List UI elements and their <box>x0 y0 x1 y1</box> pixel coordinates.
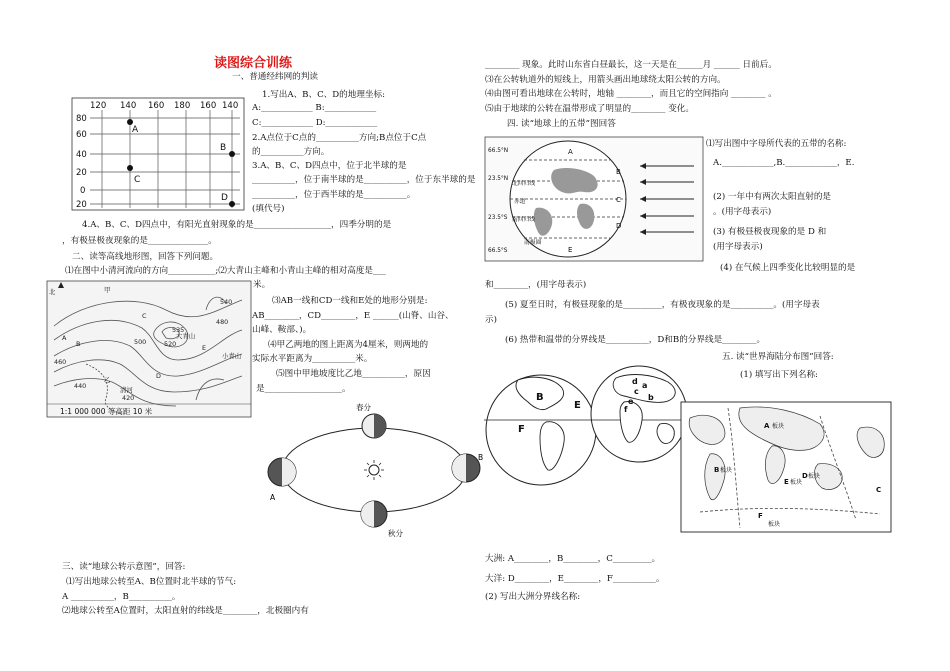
lat-tick: 80 <box>76 114 87 124</box>
q1-4b: ，有极昼极夜现象的是______________。 <box>62 236 217 246</box>
hemi-letter-d: d <box>632 377 638 386</box>
lat-tick: 0 <box>80 186 86 196</box>
section-1-heading: 一、普通经纬网的判读 <box>232 72 318 82</box>
map-scale: 1:1 000 000 等高距 10 米 <box>60 407 153 416</box>
zone-line-tropic-s: 南回归线 <box>512 217 536 223</box>
contour-label-b: B <box>76 340 81 348</box>
plates-map-figure <box>680 388 892 542</box>
label-d: D <box>221 193 228 203</box>
zone-letter-a: A <box>568 148 573 156</box>
q2-4a: ⑷甲乙两地的图上距离为4厘米，则两地的 <box>268 340 429 350</box>
lon-tick: 140 <box>120 101 137 111</box>
q4-4a: (4) 在气候上四季变化比较明显的是 <box>720 263 856 273</box>
q1-3d: (填代号) <box>252 204 285 214</box>
q3-3: ⑶在公转轨道外的短线上，用箭头画出地球绕太阳公转的方向。 <box>485 75 726 85</box>
zone-line-equator: 赤道 <box>514 199 526 205</box>
zone-letter-d: D <box>616 222 622 230</box>
q4-4b: 和________，(用字母表示) <box>485 280 587 290</box>
zone-line-tropic-n: 北回归线 <box>512 181 536 187</box>
q1-1-cd: C:____________ D:____________ <box>252 118 378 128</box>
hemispheres-figure <box>484 364 696 494</box>
q3-1: ⑴写出地球公转至A、B位置时北半球的节气: <box>66 577 237 587</box>
peak-name-daqingshan: 大青山 <box>176 332 196 340</box>
contour-label-e: E <box>202 344 207 352</box>
label-b: B <box>220 143 227 153</box>
q5-2: (2) 写出大洲分界线名称: <box>485 592 581 602</box>
orbit-position-b: B <box>478 453 484 462</box>
earth-orbit-figure <box>262 400 492 540</box>
earth-bottom-icon <box>361 501 387 527</box>
contour-value: 520 <box>164 340 177 348</box>
point-d <box>229 201 235 207</box>
earth-right-icon <box>452 454 480 482</box>
zone-letter-c: C <box>616 196 621 204</box>
lat-tick: 40 <box>76 150 87 160</box>
label-a: A <box>132 125 139 135</box>
plate-letter-a: A <box>764 422 770 430</box>
lat-label-66S: 66.5°S <box>488 248 508 254</box>
contour-value: 540 <box>220 298 233 306</box>
five-zones-figure <box>484 136 704 262</box>
hemi-letter-a: a <box>642 381 648 390</box>
q4-5b: 示) <box>485 315 497 325</box>
q2-3c: 山峰、鞍部、)。 <box>252 325 312 335</box>
plate-word: 板块 <box>720 467 733 474</box>
q4-5a: (5) 夏至日时，有极昼现象的是_________，有极夜现象的是__________。(用字母表 <box>505 300 820 310</box>
q4-3b: (用字母表示) <box>713 242 763 252</box>
point-b <box>229 151 235 157</box>
q3-2-cont: ________ 现象。此时山东省白昼最长，这一天是在______月 ______ 日前后。 <box>485 60 777 70</box>
plate-letter-f: F <box>758 512 763 520</box>
lat-tick: 60 <box>76 130 87 140</box>
zone-letter-e: E <box>568 246 573 254</box>
lat-tick: 20 <box>76 168 87 178</box>
contour-value: 440 <box>74 382 87 390</box>
lon-tick: 120 <box>90 101 107 111</box>
plate-word: 板块 <box>808 473 821 480</box>
lon-tick: 140 <box>222 101 239 111</box>
section-3-heading: 三、读“地球公转示意图”，回答: <box>62 562 186 572</box>
plate-letter-b: B <box>714 466 720 474</box>
q4-2a: (2) 一年中有两次太阳直射的是 <box>713 192 832 202</box>
river-name: 清河 <box>120 386 133 394</box>
plate-letter-d: D <box>802 472 808 480</box>
q2-1: ⑴在图中小清河流向的方向___________;⑵大青山主峰和小青山主峰的相对高度是___ <box>65 266 386 276</box>
hemi-letter-b-small: b <box>648 393 654 402</box>
section-4-heading: 四. 读“地球上的五带”图回答 <box>507 119 616 129</box>
sun-icon <box>364 460 384 480</box>
page-title: 读图综合训练 <box>214 56 293 71</box>
lat-long-grid-figure <box>60 96 246 214</box>
earth-left-icon <box>268 458 296 486</box>
q5-1: (1) 填写出下列名称: <box>740 370 818 380</box>
q5-continents: 大洲: A________，B________，C_________。 <box>485 554 661 564</box>
q4-3a: (3) 有极昼极夜现象的是 D 和 <box>713 227 827 237</box>
plate-letter-c: C <box>876 486 882 494</box>
q1-4a: 4.A、B、C、D四点中，有阳光直射现象的是__________________，四季分明的是 <box>82 220 392 230</box>
contour-label-a: A <box>62 334 67 342</box>
q3-5: ⑸由于地球的公转在温带形成了明显的________ 变化。 <box>485 104 694 114</box>
q2-1b: 米。 <box>253 280 271 290</box>
q2-5a: ⑸图中甲地坡度比乙地__________，原因 <box>276 369 431 379</box>
contour-label-yi: 乙 <box>104 376 111 384</box>
peak-elevation: 535 <box>172 326 185 334</box>
q4-6: (6) 热带和温带的分界线是__________，D和B的分界线是________。 <box>505 335 766 345</box>
hemi-letter-f: F <box>518 424 525 435</box>
label-autumn-equinox: 秋分 <box>388 529 403 538</box>
hemi-letter-e: E <box>574 400 581 411</box>
hemi-letter-c: c <box>634 387 639 396</box>
contour-map-figure <box>46 280 252 418</box>
plate-word: 板块 <box>772 423 785 430</box>
hemi-letter-b: B <box>536 392 544 403</box>
peak-name-xiaoqingshan: 小青山 <box>222 352 242 360</box>
q1-3c: __________，位于西半球的是__________。 <box>252 190 416 200</box>
q5-oceans: 大洋: D________，E________，F__________。 <box>485 574 665 584</box>
contour-label-c: C <box>142 312 147 320</box>
label-c: C <box>134 175 141 185</box>
plate-word: 板块 <box>790 479 803 486</box>
zone-line-antarctic: 南极圈 <box>524 240 542 246</box>
q3-2: ⑵地球公转至A位置时，太阳直射的纬线是________，北极圈内有 <box>62 606 309 616</box>
section-2-heading: 二、读等高线地形图，回答下列问题。 <box>72 252 219 262</box>
lat-label-66N: 66.5°N <box>488 148 509 154</box>
contour-value: 460 <box>54 358 67 366</box>
q1-2a: 2.A点位于C点的__________方向;B点位于C点 <box>252 133 427 143</box>
point-c <box>127 165 133 171</box>
q4-1: ⑴写出图中字母所代表的五带的名称: <box>706 139 847 149</box>
section-5-heading: 五. 读“世界海陆分布图”回答: <box>722 352 834 362</box>
q2-3a: ⑶AB一线和CD一线和E处的地形分别是: <box>272 296 428 306</box>
q1-3a: 3.A、B、C、D四点中，位于北半球的是 <box>252 161 407 171</box>
q3-1b: A __________，B__________。 <box>62 592 181 602</box>
contour-value: 420 <box>122 394 135 402</box>
lon-tick: 160 <box>200 101 217 111</box>
q2-3b: AB________，CD________，E ______(山脊、山谷、 <box>252 311 454 321</box>
zone-letter-b: B <box>616 168 621 176</box>
lon-tick: 180 <box>174 101 191 111</box>
hemi-letter-e-small: e <box>628 397 634 406</box>
q1-3b: __________，位于南半球的是__________，位于东半球的是 <box>252 175 476 185</box>
earth-top-icon <box>362 414 386 438</box>
contour-value: 500 <box>134 338 147 346</box>
q4-1b: A.____________,B.____________，E. <box>713 158 855 168</box>
plate-letter-e: E <box>784 478 789 486</box>
plate-word: 板块 <box>768 521 781 528</box>
q1-1: 1.写出A、B、C、D的地理坐标: <box>262 90 386 100</box>
q4-2b: 。(用字母表示) <box>713 207 772 217</box>
contour-label-jia: 甲 <box>104 286 111 294</box>
q1-1-ab: A:____________ B:____________ <box>252 103 377 113</box>
orbit-position-a: A <box>270 493 276 502</box>
contour-value: 480 <box>216 318 229 326</box>
q2-5b: 是__________________。 <box>256 384 351 394</box>
lat-label-23S: 23.5°S <box>488 215 508 221</box>
north-arrow-label: 北 <box>49 288 56 296</box>
hemi-letter-f-small: f <box>624 405 628 414</box>
label-spring-equinox: 春分 <box>356 403 371 412</box>
lat-label-23N: 23.5°N <box>488 176 509 182</box>
lon-tick: 160 <box>148 101 165 111</box>
contour-label-d: D <box>156 372 161 380</box>
lat-tick: 20 <box>76 200 87 210</box>
q3-4: ⑷由图可看出地球在公转时，地轴 ________，而且它的空间指向 ________ 。 <box>485 89 777 99</box>
q1-2b: 的__________方向。 <box>252 147 330 157</box>
q2-4b: 实际水平距离为__________米。 <box>252 354 373 364</box>
